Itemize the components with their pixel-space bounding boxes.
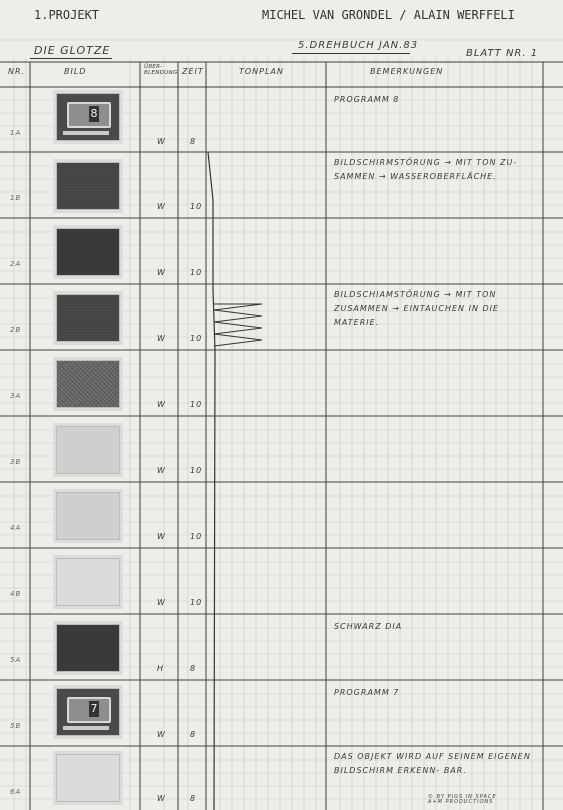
zeit-value: 10	[190, 400, 203, 409]
frame-image	[56, 426, 120, 474]
table-row	[0, 416, 563, 482]
row-number: 6A	[10, 788, 22, 796]
row-number: 1A	[10, 129, 22, 137]
zeit-value: 10	[190, 334, 203, 343]
ueberblendung-value: W	[157, 334, 166, 343]
frame-image	[56, 558, 120, 606]
row-number: 3B	[10, 458, 22, 466]
table-row	[0, 614, 563, 680]
ueberblendung-value: W	[157, 400, 166, 409]
row-number: 1B	[10, 194, 22, 202]
tv-screen-icon	[67, 102, 111, 128]
row-number: 4A	[10, 524, 22, 532]
zeit-value: 8	[190, 730, 197, 739]
col-tonplan: TONPLAN	[239, 67, 284, 76]
tv-screen-icon	[67, 697, 111, 723]
row-number: 5B	[10, 722, 22, 730]
table-row	[0, 482, 563, 548]
sheet-title: DIE GLOTZE	[34, 44, 111, 57]
zeit-value: 8	[190, 794, 197, 803]
ueberblendung-value: W	[157, 598, 166, 607]
frame-image	[56, 162, 120, 210]
copyright-stamp: © BY PIGS IN SPACE A+M PRODUCTIONS	[428, 794, 497, 805]
frame-image	[56, 754, 120, 802]
ueberblendung-value: W	[157, 137, 166, 146]
row-number: 4B	[10, 590, 22, 598]
sheet-number: BLATT NR. 1	[466, 48, 539, 59]
remark-text: PROGRAMM 8	[334, 95, 400, 104]
ueberblendung-value: W	[157, 466, 166, 475]
frame-image	[56, 294, 120, 342]
remark-text: BILDSCHIRMSTÖRUNG → MIT TON ZU- SAMMEN → WASSEROBERFLÄCHE.	[334, 158, 518, 181]
col-bild: BILD	[64, 67, 87, 76]
table-row	[0, 548, 563, 614]
frame-image	[56, 228, 120, 276]
frame-image	[56, 93, 120, 141]
table-row	[0, 87, 563, 152]
frame-image	[56, 624, 120, 672]
ueberblendung-value: W	[157, 268, 166, 277]
zeit-value: 10	[190, 202, 203, 211]
zeit-value: 8	[190, 137, 197, 146]
frame-image	[56, 360, 120, 408]
ueberblendung-value: W	[157, 794, 166, 803]
authors-label: MICHEL VAN GRONDEL / ALAIN WERFFELI	[262, 8, 515, 22]
remark-text: BILDSCHIAMSTÖRUNG → MIT TON ZUSAMMEN → EINTAUCHEN IN DIE MATERIE.	[334, 290, 500, 327]
table-row	[0, 350, 563, 416]
remark-text: DAS OBJEKT WIRD AUF SEINEM EIGENEN BILDSCHIRM ERKENN- BAR.	[334, 752, 531, 775]
row-number: 5A	[10, 656, 22, 664]
row-number: 2B	[10, 326, 22, 334]
drehbuch-label: 5.DREHBUCH JAN.83	[298, 40, 419, 51]
channel-number: 8	[90, 107, 98, 120]
col-zeit: ZEIT	[182, 67, 204, 76]
ueberblendung-value: W	[157, 730, 166, 739]
zeit-value: 10	[190, 532, 203, 541]
table-row	[0, 284, 563, 350]
table-row	[0, 152, 563, 218]
table-row	[0, 680, 563, 746]
table-row	[0, 218, 563, 284]
zeit-value: 8	[190, 664, 197, 673]
zeit-value: 10	[190, 466, 203, 475]
col-ueberblendung: ÜBER- BLENDUNG	[144, 64, 178, 76]
frame-image	[56, 688, 120, 736]
row-number: 3A	[10, 392, 22, 400]
remark-text: PROGRAMM 7	[334, 688, 400, 697]
project-label: 1.PROJEKT	[34, 8, 100, 22]
remark-text: SCHWARZ DIA	[334, 622, 403, 631]
ueberblendung-value: H	[157, 664, 165, 673]
zeit-value: 10	[190, 268, 203, 277]
frame-image	[56, 492, 120, 540]
col-bemerkungen: BEMERKUNGEN	[370, 67, 444, 76]
ueberblendung-value: W	[157, 532, 166, 541]
zeit-value: 10	[190, 598, 203, 607]
channel-number: 7	[90, 702, 98, 715]
col-nr: NR.	[8, 67, 26, 76]
ueberblendung-value: W	[157, 202, 166, 211]
row-number: 2A	[10, 260, 22, 268]
